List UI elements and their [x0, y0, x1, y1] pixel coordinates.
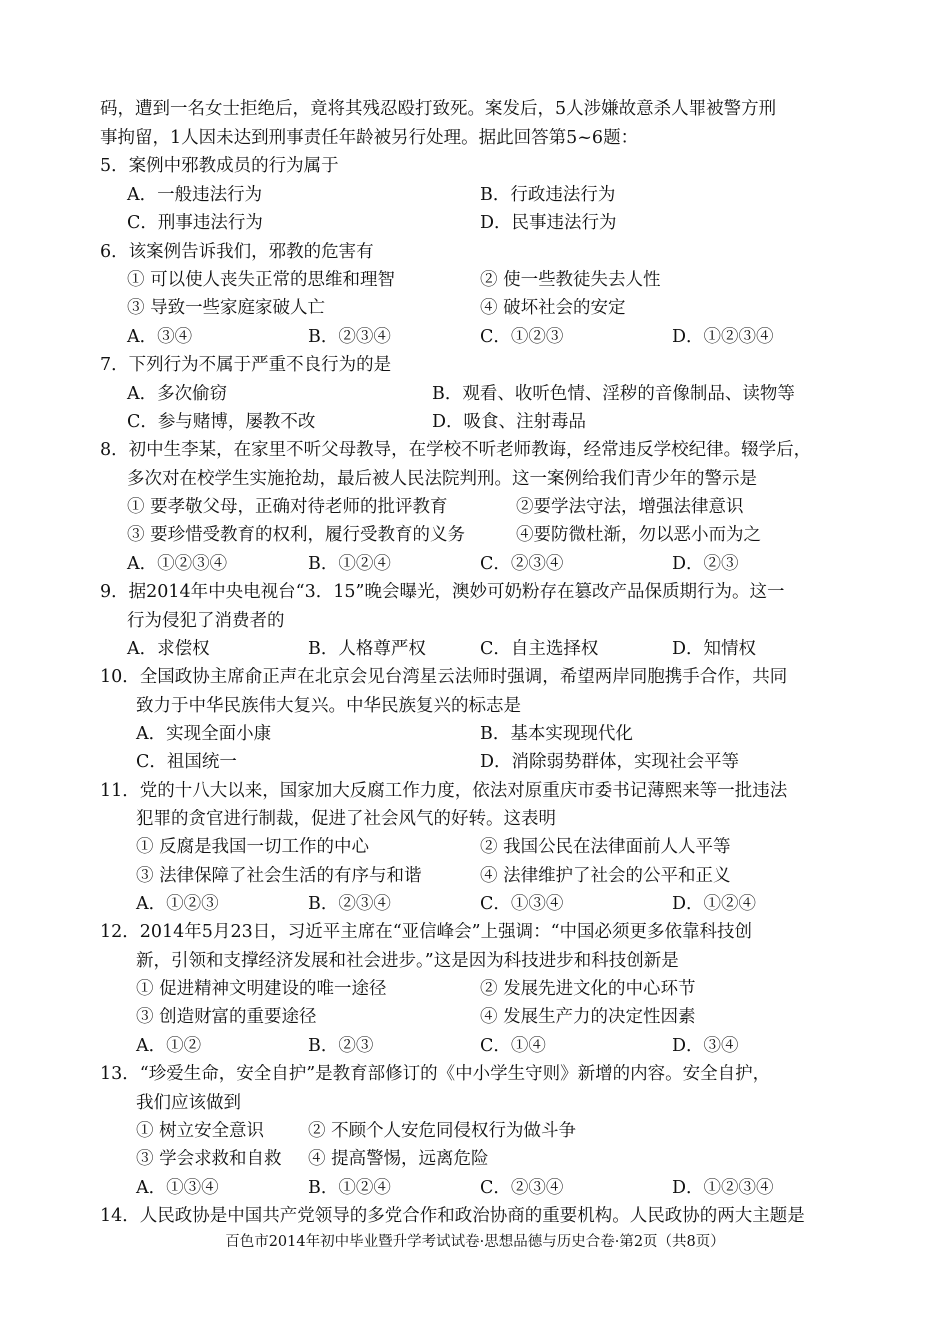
question-13-stem-line-2: 我们应该做到 [136, 1093, 241, 1113]
question-9-option-c: C．自主选择权 [480, 639, 599, 659]
question-13-statement-4: ④ 提高警惕，远离危险 [308, 1149, 489, 1169]
question-11-option-d: D．①②④ [672, 894, 757, 914]
question-5-option-b: B．行政违法行为 [480, 185, 616, 205]
page-footer: 百色市2014年初中毕业暨升学考试试卷·思想品德与历史合卷·第2页（共8页） [225, 1234, 725, 1250]
question-11-stem-line-1: 11．党的十八大以来，国家加大反腐工作力度，依法对原重庆市委书记薄熙来等一批违法 [100, 781, 788, 801]
question-8-statement-2: ②要学法守法，增强法律意识 [516, 497, 744, 517]
question-11-stem-line-2: 犯罪的贪官进行制裁，促进了社会风气的好转。这表明 [136, 809, 556, 829]
question-6-option-a: A．③④ [127, 327, 193, 347]
question-6-option-d: D．①②③④ [672, 327, 774, 347]
question-8-statement-1: ① 要孝敬父母，正确对待老师的批评教育 [127, 497, 448, 517]
question-12-stem-line-1: 12．2014年5月23日，习近平主席在“亚信峰会”上强调：“中国必须更多依靠科技创 [100, 922, 753, 942]
question-6-option-c: C．①②③ [480, 327, 564, 347]
question-12-option-a: A．①② [136, 1036, 202, 1056]
question-14-stem-line-1: 14．人民政协是中国共产党领导的多党合作和政治协商的重要机构。人民政协的两大主题是 [100, 1206, 805, 1226]
question-5-stem: 5．案例中邪教成员的行为属于 [100, 156, 339, 176]
question-10-stem-line-1: 10．全国政协主席俞正声在北京会见台湾星云法师时强调，希望两岸同胞携手合作，共同 [100, 667, 788, 687]
question-13-stem-line-1: 13．“珍爱生命，安全自护”是教育部修订的《中小学生守则》新增的内容。安全自护， [100, 1064, 771, 1084]
question-13-statement-3: ③ 学会求救和自救 [136, 1149, 282, 1169]
question-8-option-d: D．②③ [672, 554, 739, 574]
question-6-statement-1: ① 可以使人丧失正常的思维和理智 [127, 270, 396, 290]
question-6-stem: 6．该案例告诉我们，邪教的危害有 [100, 242, 374, 262]
question-11-statement-2: ② 我国公民在法律面前人人平等 [480, 837, 731, 857]
question-6-statement-3: ③ 导致一些家庭家破人亡 [127, 298, 326, 318]
question-12-statement-1: ① 促进精神文明建设的唯一途径 [136, 979, 387, 999]
question-11-option-a: A．①②③ [136, 894, 219, 914]
question-8-stem-line-2: 多次对在校学生实施抢劫，最后被人民法院判刑。这一案例给我们青少年的警示是 [127, 469, 757, 489]
question-11-statement-4: ④ 法律维护了社会的公平和正义 [480, 866, 731, 886]
question-5-option-c: C．刑事违法行为 [127, 213, 263, 233]
question-7-option-d: D．吸食、注射毒品 [432, 412, 587, 432]
question-10-option-b: B．基本实现现代化 [480, 724, 633, 744]
question-8-option-c: C．②③④ [480, 554, 564, 574]
question-5-option-d: D．民事违法行为 [480, 213, 617, 233]
question-13-option-d: D．①②③④ [672, 1178, 774, 1198]
question-8-option-a: A．①②③④ [127, 554, 228, 574]
question-13-option-a: A．①③④ [136, 1178, 219, 1198]
intro-line-1: 码，遭到一名女士拒绝后，竟将其残忍殴打致死。案发后，5人涉嫌故意杀人罪被警方刑 [100, 99, 777, 119]
question-12-statement-2: ② 发展先进文化的中心环节 [480, 979, 696, 999]
question-12-statement-4: ④ 发展生产力的决定性因素 [480, 1007, 696, 1027]
question-8-statement-3: ③ 要珍惜受教育的权利，履行受教育的义务 [127, 525, 466, 545]
question-13-option-c: C．②③④ [480, 1178, 564, 1198]
question-12-option-d: D．③④ [672, 1036, 739, 1056]
question-11-option-c: C．①③④ [480, 894, 564, 914]
question-9-stem-line-1: 9．据2014年中央电视台“3．15”晚会曝光，澳妙可奶粉存在篡改产品保质期行为。这一 [100, 582, 785, 602]
question-13-option-b: B．①②④ [308, 1178, 391, 1198]
question-12-option-b: B．②③ [308, 1036, 374, 1056]
question-9-stem-line-2: 行为侵犯了消费者的 [127, 611, 285, 631]
question-11-statement-1: ① 反腐是我国一切工作的中心 [136, 837, 370, 857]
question-7-option-a: A．多次偷窃 [127, 384, 228, 404]
question-11-option-b: B．②③④ [308, 894, 391, 914]
question-13-statement-1: ① 树立安全意识 [136, 1121, 265, 1141]
question-7-option-c: C．参与赌博，屡教不改 [127, 412, 316, 432]
question-13-statement-2: ② 不顾个人安危同侵权行为做斗争 [308, 1121, 577, 1141]
question-8-option-b: B．①②④ [308, 554, 391, 574]
question-12-option-c: C．①④ [480, 1036, 546, 1056]
question-6-statement-2: ② 使一些教徒失去人性 [480, 270, 661, 290]
question-6-option-b: B．②③④ [308, 327, 391, 347]
question-7-stem: 7．下列行为不属于严重不良行为的是 [100, 355, 392, 375]
question-10-stem-line-2: 致力于中华民族伟大复兴。中华民族复兴的标志是 [136, 696, 521, 716]
question-12-statement-3: ③ 创造财富的重要途径 [136, 1007, 317, 1027]
question-12-stem-line-2: 新，引领和支撑经济发展和社会进步。”这是因为科技进步和科技创新是 [136, 951, 679, 971]
question-9-option-d: D．知情权 [672, 639, 757, 659]
question-8-statement-4: ④要防微杜渐，勿以恶小而为之 [516, 525, 761, 545]
intro-line-2: 事拘留，1人因未达到刑事责任年龄被另行处理。据此回答第5~6题： [100, 128, 639, 148]
question-11-statement-3: ③ 法律保障了社会生活的有序与和谐 [136, 866, 422, 886]
question-9-option-a: A．求偿权 [127, 639, 210, 659]
question-10-option-c: C．祖国统一 [136, 752, 237, 772]
question-9-option-b: B．人格尊严权 [308, 639, 426, 659]
question-10-option-d: D．消除弱势群体，实现社会平等 [480, 752, 740, 772]
question-5-option-a: A．一般违法行为 [127, 185, 263, 205]
question-7-option-b: B．观看、收听色情、淫秽的音像制品、读物等 [432, 384, 795, 404]
question-8-stem-line-1: 8．初中生李某，在家里不听父母教导，在学校不听老师教诲，经常违反学校纪律。辍学后， [100, 440, 812, 460]
question-6-statement-4: ④ 破坏社会的安定 [480, 298, 626, 318]
question-10-option-a: A．实现全面小康 [136, 724, 272, 744]
